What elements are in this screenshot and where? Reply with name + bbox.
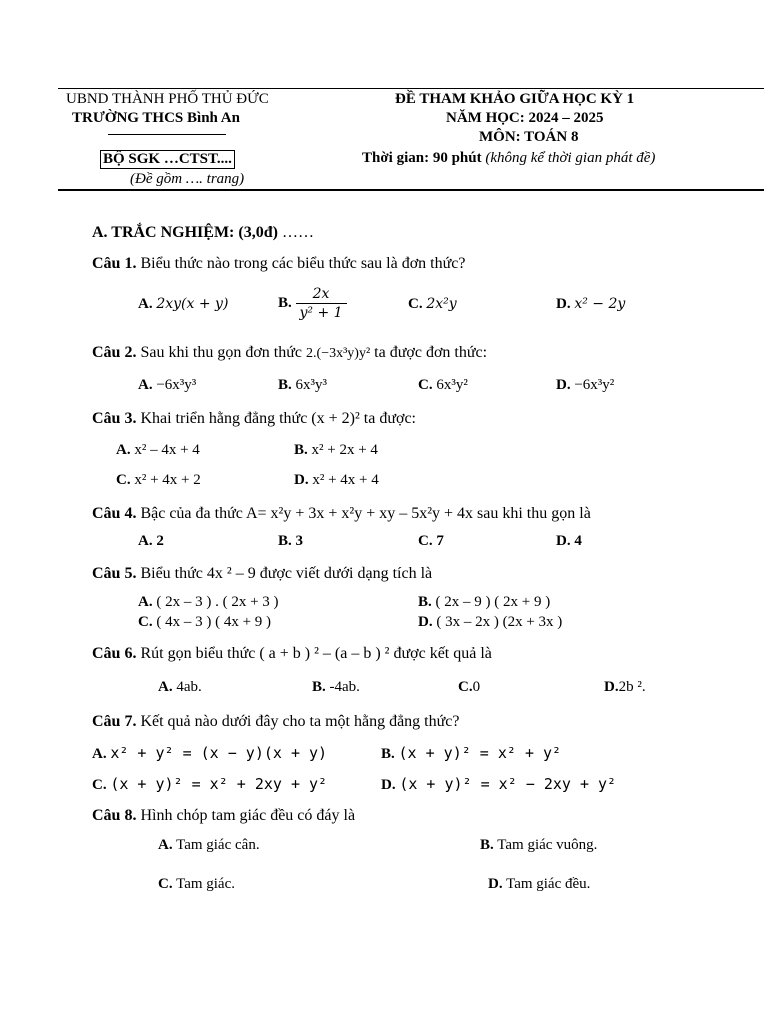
question-expression: 2.(−3x³y)y² [306, 346, 371, 361]
option-letter: C. [116, 472, 131, 488]
org-line-1: UBND THÀNH PHỐ THỦ ĐỨC [66, 91, 269, 107]
option-6b [312, 679, 360, 696]
option-text: Tam giác đều. [506, 876, 591, 892]
option-text: -4ab. [329, 679, 360, 695]
question-label: Câu 7. [92, 713, 137, 730]
option-letter: C. [92, 777, 107, 793]
question-text: Kết quả nào dưới đây cho ta một hằng đẳng thức? [140, 713, 460, 730]
option-8d [488, 876, 590, 893]
option-text: 2xy(x + y) [156, 296, 229, 312]
option-letter: A. [138, 594, 153, 610]
option-letter: D. [294, 472, 309, 488]
option-letter: A. [138, 377, 153, 393]
option-1a [138, 296, 228, 313]
option-3b [294, 442, 378, 459]
option-letter: D. [381, 777, 396, 793]
option-2a [138, 377, 196, 394]
option-text: ( 3x – 2x ) (2x + 3x ) [436, 614, 563, 630]
option-letter: A. [158, 679, 173, 695]
question-text: Bậc của đa thức A= x²y + 3x + x²y + xy – 5x²y + 4x sau khi thu gọn là [140, 505, 591, 522]
option-6a [158, 679, 202, 696]
option-text: x² − 2y [574, 296, 626, 312]
question-1 [92, 255, 466, 273]
question-label: Câu 5. [92, 565, 137, 582]
option-text: (x + y)² = x² − 2xy + y² [399, 775, 617, 793]
question-3 [92, 410, 416, 428]
option-7b [381, 745, 561, 763]
fraction-numerator: 2x [296, 285, 347, 304]
option-3c [116, 472, 201, 489]
option-text: 6x³y³ [295, 377, 328, 393]
option-8c [158, 876, 235, 893]
option-5d [418, 614, 562, 631]
option-text: 6x³y² [436, 377, 468, 393]
option-4c [418, 533, 444, 550]
option-letter: A. [92, 746, 107, 762]
option-text: ( 4x – 3 ) ( 4x + 9 ) [156, 614, 272, 630]
fraction [296, 285, 347, 322]
section-a-label: A. TRẮC NGHIỆM: (3,0đ) [92, 224, 278, 241]
option-letter: C. [408, 296, 423, 312]
exam-title: ĐỀ THAM KHẢO GIỮA HỌC KỲ 1 [395, 91, 635, 107]
org-line-2: TRƯỜNG THCS Bình An [72, 110, 240, 126]
option-text: 2 [156, 533, 164, 549]
option-letter: D. [604, 679, 619, 695]
option-letter: D. [418, 614, 433, 630]
option-4d [556, 533, 582, 550]
option-letter: D. [556, 296, 571, 312]
question-8 [92, 807, 355, 825]
option-8b [480, 837, 597, 854]
question-text: Biểu thức nào trong các biểu thức sau là đơn thức? [140, 255, 466, 272]
question-2 [92, 344, 487, 363]
section-a-dots: …… [281, 224, 314, 241]
question-label: Câu 8. [92, 807, 137, 824]
option-letter: B. [278, 294, 292, 311]
option-7a [92, 745, 327, 763]
question-label: Câu 1. [92, 255, 137, 272]
option-letter: D. [488, 876, 503, 892]
option-letter: B. [381, 746, 395, 762]
option-5c [138, 614, 271, 631]
option-letter: D. [556, 377, 571, 393]
option-text: −6x³y² [574, 377, 615, 393]
option-text: x² + 4x + 2 [134, 472, 201, 488]
question-text: Rút gọn biểu thức ( a + b ) ² – (a – b ) ² được kết quả là [140, 645, 492, 662]
header-bottom-rule [58, 189, 764, 191]
option-letter: B. [294, 442, 308, 458]
option-text: x² + 2x + 4 [311, 442, 378, 458]
option-2d [556, 377, 614, 394]
option-letter: B. [312, 679, 326, 695]
option-text: x² + 4x + 4 [312, 472, 379, 488]
option-6c [458, 679, 480, 696]
option-letter: B. [278, 533, 292, 549]
question-label: Câu 3. [92, 410, 137, 427]
option-letter: B. [418, 594, 432, 610]
option-8a [158, 837, 260, 854]
option-1d [556, 296, 625, 313]
option-letter: C. [418, 377, 433, 393]
option-text: (x + y)² = x² + y² [398, 744, 562, 762]
school-underline [108, 134, 226, 135]
option-letter: B. [480, 837, 494, 853]
question-4 [92, 505, 591, 523]
option-2b [278, 377, 327, 394]
book-box: BỘ SGK …CTST.... [100, 150, 235, 169]
option-text: Tam giác. [176, 876, 236, 892]
question-label: Câu 4. [92, 505, 137, 522]
option-text: 2b ². [618, 679, 646, 695]
question-text: Khai triển hằng đẳng thức (x + 2)² ta được: [140, 410, 416, 427]
option-text: −6x³y³ [156, 377, 197, 393]
option-letter: C. [418, 533, 433, 549]
question-text: Biểu thức 4x ² – 9 được viết dưới dạng tích là [140, 565, 433, 582]
option-text: 3 [295, 533, 304, 549]
option-letter: B. [278, 377, 292, 393]
option-1c [408, 296, 457, 313]
option-5b [418, 594, 550, 611]
option-text: Tam giác cân. [176, 837, 260, 853]
option-letter: D. [556, 533, 571, 549]
time-note: (không kể thời gian phát đề) [485, 150, 656, 166]
option-letter: C. [458, 679, 473, 695]
option-text: 4ab. [176, 679, 202, 695]
question-7 [92, 713, 460, 731]
option-4b [278, 533, 303, 550]
time-line [362, 150, 655, 167]
option-6d [604, 679, 646, 696]
option-7c [92, 776, 327, 794]
option-text: x² + y² = (x − y)(x + y) [110, 744, 328, 762]
option-text: ( 2x – 3 ) . ( 2x + 3 ) [156, 594, 279, 610]
question-6 [92, 645, 492, 663]
option-text: (x + y)² = x² + 2xy + y² [110, 775, 328, 793]
option-letter: A. [116, 442, 131, 458]
question-label: Câu 6. [92, 645, 137, 662]
question-5 [92, 565, 432, 583]
header-top-rule [58, 88, 764, 89]
school-year: NĂM HỌC: 2024 – 2025 [446, 110, 604, 126]
option-text: 4 [574, 533, 582, 549]
subject: MÔN: TOÁN 8 [479, 129, 579, 145]
option-text: 7 [436, 533, 444, 549]
option-2c [418, 377, 468, 394]
section-a-title [92, 224, 314, 242]
option-3d [294, 472, 379, 489]
question-text-after: ta được đơn thức: [374, 344, 488, 361]
option-text: Tam giác vuông. [497, 837, 598, 853]
option-5a [138, 594, 279, 611]
option-letter: A. [138, 533, 153, 549]
question-text: Hình chóp tam giác đều có đáy là [140, 807, 356, 824]
pages-note: (Đề gồm …. trang) [130, 171, 245, 187]
time-label: Thời gian: 90 phút [362, 150, 482, 166]
question-label: Câu 2. [92, 344, 137, 361]
question-text: Sau khi thu gọn đơn thức [140, 344, 303, 361]
fraction-denominator: y² + 1 [299, 305, 343, 321]
option-7d [381, 776, 616, 794]
option-text: 2x²y [426, 296, 457, 312]
option-4a [138, 533, 164, 550]
option-letter: C. [138, 614, 153, 630]
option-text: x² – 4x + 4 [134, 442, 200, 458]
option-1b [278, 285, 347, 322]
option-text: 0 [472, 679, 481, 695]
option-letter: A. [138, 296, 153, 312]
option-3a [116, 442, 200, 459]
option-letter: A. [158, 837, 173, 853]
option-letter: C. [158, 876, 173, 892]
option-text: ( 2x – 9 ) ( 2x + 9 ) [435, 594, 551, 610]
